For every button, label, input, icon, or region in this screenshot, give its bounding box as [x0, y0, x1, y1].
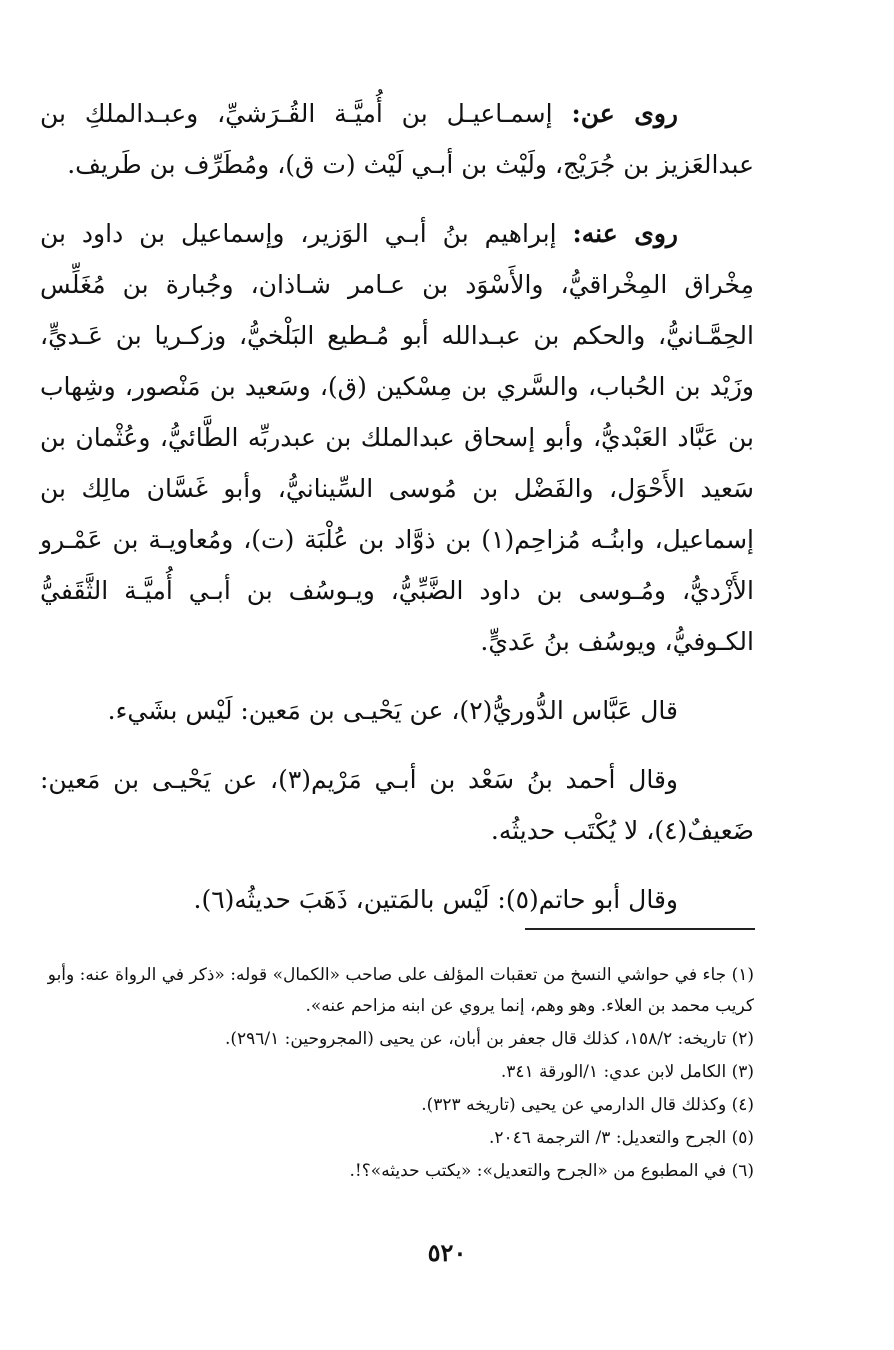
footnote-4: (٤) وكذلك قال الدارمي عن يحيى (تاريخه ٣٢٣). — [421, 1095, 754, 1115]
footnote-6: (٦) في المطبوع من «الجرح والتعديل»: «يكتب حديثه»؟!. — [349, 1161, 754, 1181]
footnote-1: (١) جاء في حواشي النسخ من تعقبات المؤلف على صاحب «الكمال» قوله: «ذكر في الرواة عنه: وأبو كريب محمد بن العلاء. وهو وهم، إنما يروي عن ابنه مزاحم عنه». — [47, 965, 754, 1016]
paragraph-lead: روى عنه: — [572, 219, 679, 248]
footnote-3: (٣) الكامل لابن عدي: ١/الورقة ٣٤١. — [500, 1062, 754, 1082]
paragraph-body: إبراهيم بنُ أبـي الوَزير، وإسماعيل بن داود بن مِخْراق المِخْراقيُّ، والأَسْوَد بن عـامر شـاذان، وجُبارة بن مُغَلِّس الحِمَّـانيُّ، والحكم بن عبـدالله أبو مُـطيع البَلْخيُّ، وزكـريا بن عَـديٍّ، وزَيْد بن الحُباب، والسَّري بن مِسْكين (ق)، وسَعيد بن مَنْصور، وشِهاب بن عَبَّاد العَبْديُّ، وأبو إسحاق عبدالملك بن عبدربِّه الطَّائيُّ، وعُثْمان بن سَعيد الأَحْوَل، والفَضْل بن مُوسى السِّينانيُّ، وأبو غَسَّان مالِك بن إسماعيل، وابنُـه مُزاحِم(١) بن ذوَّاد بن عُلْبَة (ت)، ومُعاويـة بن عَمْـرو الأَزْديُّ، ومُـوسى بن داود الضَّبِّيُّ، ويـوسُف بن أبـي أُميَّـة الثَّقَفيُّ الكـوفيُّ، ويوسُف بنُ عَديٍّ. — [40, 219, 755, 656]
paragraph-lead: روى عن: — [571, 99, 679, 128]
paragraph-narrated-by — [40, 208, 754, 667]
footnotes — [40, 960, 754, 1189]
page-number: ٥٢٠ — [427, 1238, 467, 1267]
footnote-5: (٥) الجرح والتعديل: ٣/ الترجمة ٢٠٤٦. — [488, 1128, 754, 1148]
main-text — [40, 88, 754, 943]
paragraph-body: إسمـاعيـل بن أُميَّـة القُـرَشيِّ، وعبـدالملكِ بن عبدالعَزيز بن جُرَيْج، ولَيْث بن أبـي لَيْث (ت ق)، ومُطَرِّف بن طَريف. — [40, 99, 754, 179]
paragraph-abu-hatim-quote — [40, 874, 754, 925]
paragraph-body: وقال أبو حاتم(٥): لَيْس بالمَتين، ذَهَبَ حديثُه(٦). — [193, 885, 678, 914]
footnote-divider — [525, 928, 755, 930]
paragraph-narrated-from — [40, 88, 754, 190]
paragraph-abbas-quote — [40, 685, 754, 736]
footnote-2: (٢) تاريخه: ١٥٨/٢، كذلك قال جعفر بن أبان، عن يحيى (المجروحين: ٢٩٦/١). — [224, 1029, 754, 1049]
paragraph-body: قال عَبَّاس الدُّوريُّ(٢)، عن يَحْيـى بن مَعين: لَيْس بشَيء. — [107, 696, 678, 725]
paragraph-body: وقال أحمد بنُ سَعْد بن أبـي مَرْيم(٣)، عن يَحْيـى بن مَعين: ضَعيفٌ(٤)، لا يُكْتَب حديثُه. — [40, 765, 754, 845]
paragraph-ahmad-quote — [40, 754, 754, 856]
